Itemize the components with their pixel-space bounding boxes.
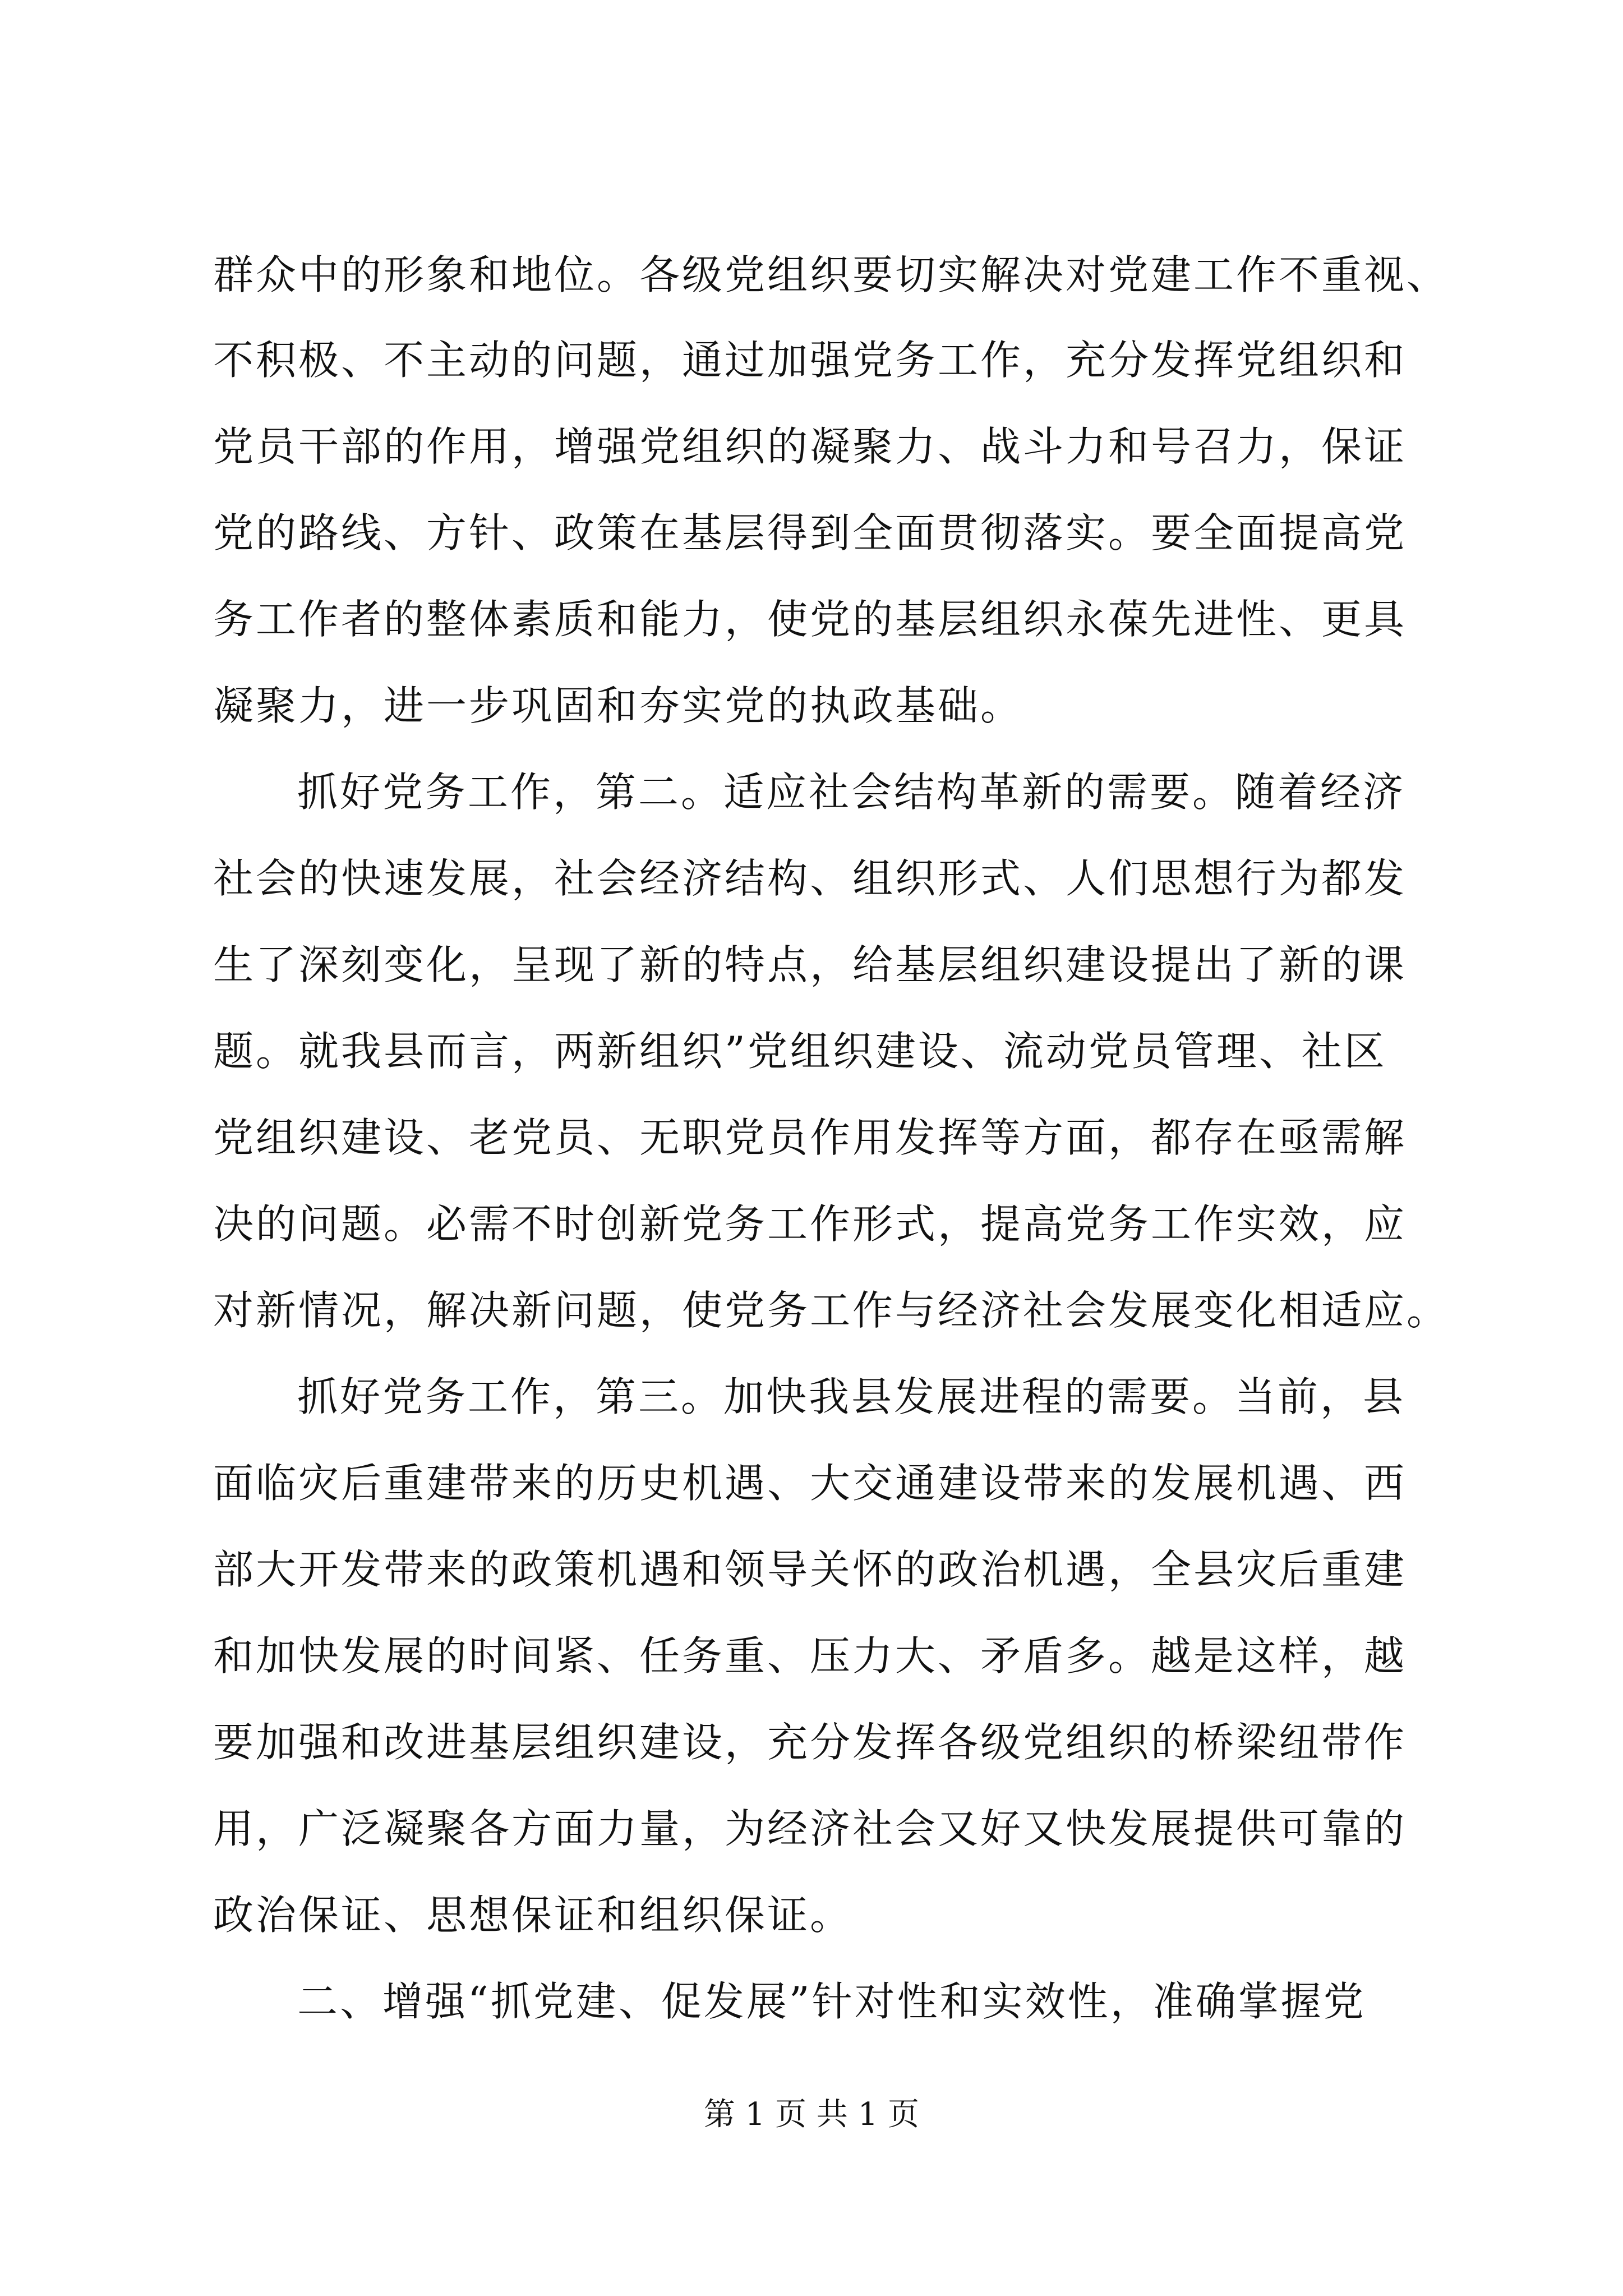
body-line: 党员干部的作用，增强党组织的凝聚力、战斗力和号召力，保证 xyxy=(213,423,1407,470)
body-line: 群众中的形象和地位。各级党组织要切实解决对党建工作不重视、 xyxy=(213,251,1450,298)
body-line: 凝聚力，进一步巩固和夯实党的执政基础。 xyxy=(213,682,1023,729)
body-line: 要加强和改进基层组织建设，充分发挥各级党组织的桥梁纽带作 xyxy=(213,1719,1407,1766)
body-line: 政治保证、思想保证和组织保证。 xyxy=(213,1892,853,1939)
body-line: 面临灾后重建带来的历史机遇、大交通建设带来的发展机遇、西 xyxy=(213,1460,1407,1507)
section-heading-line: 二、增强“抓党建、促发展”针对性和实效性，准确掌握党 xyxy=(297,1978,1366,2025)
body-line: 社会的快速发展，社会经济结构、组织形式、人们思想行为都发 xyxy=(213,855,1407,902)
body-line: 题。就我县而言，两新组织”党组织建设、流动党员管理、社区 xyxy=(213,1028,1387,1075)
body-line: 党的路线、方针、政策在基层得到全面贯彻落实。要全面提高党 xyxy=(213,509,1407,556)
paragraph-start-line: 抓好党务工作，第二。适应社会结构革新的需要。随着经济 xyxy=(297,769,1406,816)
body-line: 部大开发带来的政策机遇和领导关怀的政治机遇，全县灾后重建 xyxy=(213,1546,1407,1593)
body-line: 党组织建设、老党员、无职党员作用发挥等方面，都存在亟需解 xyxy=(213,1114,1407,1161)
body-line: 和加快发展的时间紧、任务重、压力大、矛盾多。越是这样，越 xyxy=(213,1632,1407,1680)
body-line: 不积极、不主动的问题，通过加强党务工作，充分发挥党组织和 xyxy=(213,337,1407,384)
body-line: 用，广泛凝聚各方面力量，为经济社会又好又快发展提供可靠的 xyxy=(213,1805,1407,1852)
body-line: 决的问题。必需不时创新党务工作形式，提高党务工作实效，应 xyxy=(213,1200,1407,1248)
page-number-footer: 第 1 页 共 1 页 xyxy=(703,2096,920,2133)
body-line: 生了深刻变化，呈现了新的特点，给基层组织建设提出了新的课 xyxy=(213,941,1407,988)
body-line: 务工作者的整体素质和能力，使党的基层组织永葆先进性、更具 xyxy=(213,596,1407,643)
paragraph-start-line: 抓好党务工作，第三。加快我县发展进程的需要。当前，县 xyxy=(297,1373,1406,1420)
body-line: 对新情况，解决新问题，使党务工作与经济社会发展变化相适应。 xyxy=(213,1287,1450,1334)
